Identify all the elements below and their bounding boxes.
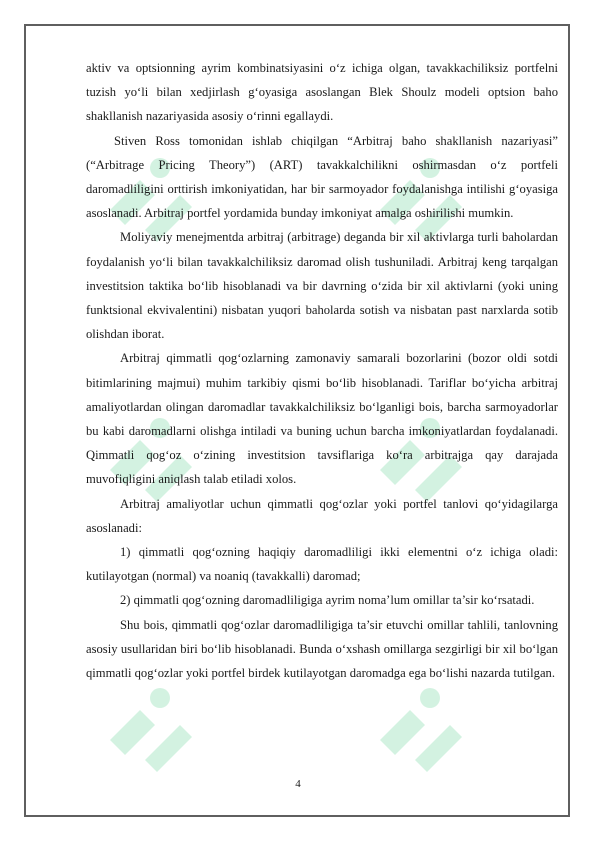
list-item: 1) qimmatli qog‘ozning haqiqiy daromadliligi ikki elementni o‘z ichiga oladi: kutilayotgan (normal) va noaniq (tavakkalli) daromad; <box>86 545 558 584</box>
page-number: 4 <box>295 778 301 790</box>
body-text <box>86 56 558 685</box>
paragraph: Shu bois, qimmatli qog‘ozlar daromadliligiga ta’sir etuvchi omillar tahlili, tanlovning asosiy usullaridan biri bo‘lib hisoblanadi. Bunda o‘xshash omillarga sezgirligi bir xil bo‘lgan qimmatli qog‘ozlar yoki portfel birdek kutilayotgan daromadga ega bo‘lishi nazarda tutilgan. <box>86 617 558 681</box>
paragraph: aktiv va optsionning ayrim kombinatsiyasini o‘z ichiga olgan, tavakkachiliksiz portfelni tuzish yo‘li bilan xedjirlash g‘oyasiga asoslangan Blek Shoulz modeli optsion baho shakllanish nazariyasida asosiy o‘rinni egallaydi. <box>86 61 558 124</box>
paragraph: Arbitraj qimmatli qog‘ozlarning zamonaviy samarali bozorlarini (bozor oldi sotdi bitimlarining majmui) muhim tarkibiy qismi bo‘lib hisoblanadi. Tariflar bo‘yicha arbitraj amaliyotlardan olingan daromadlar tavakkalchiliksiz bo‘lganligi bois, barcha sarmoyadorlar bu kabi daromadlarni olishga intiladi va buning uchun barcha imkoniyatlardan foydalanadi. Qimmatli qog‘oz o‘zining investitsion tavsiflariga ko‘ra arbitrajga qay darajada muvofiqligini aniqlash talab etiladi xolos. <box>86 351 558 487</box>
list-item: 2) qimmatli qog‘ozning daromadliligiga ayrim noma’lum omillar ta’sir ko‘rsatadi. <box>120 593 535 608</box>
paragraph: Moliyaviy menejmentda arbitraj (arbitrage) deganda bir xil aktivlarga turli baholardan foydalanish yo‘li bilan tavakkalchiliksiz daromad olish tushuniladi. Arbitraj keng tarqalgan investitsion taktika bo‘lib hisoblanadi va bir davrning o‘zida bir xil aktivlarni (yoki uning funktsional ekvivalentini) nisbatan yuqori baholarda sotish va nisbatan past narxlarda sotib olishdan iborat. <box>86 230 558 342</box>
paragraph: Arbitraj amaliyotlar uchun qimmatli qog‘ozlar yoki portfel tanlovi qo‘yidagilarga asoslanadi: <box>86 496 558 535</box>
paragraph: Stiven Ross tomonidan ishlab chiqilgan “Arbitraj baho shakllanish nazariyasi” (“Arbitrage Pricing Theory”) (ART) tavakkalchilikni oshirmasdan o‘z portfeli daromadliligini orttirish imkoniyatidan, har bir sarmoyador foydalanishga intilishi g‘oyasiga asoslanadi. Arbitraj portfel yordamida bunday imkoniyat amalga oshirilishi mumkin. <box>86 133 558 221</box>
